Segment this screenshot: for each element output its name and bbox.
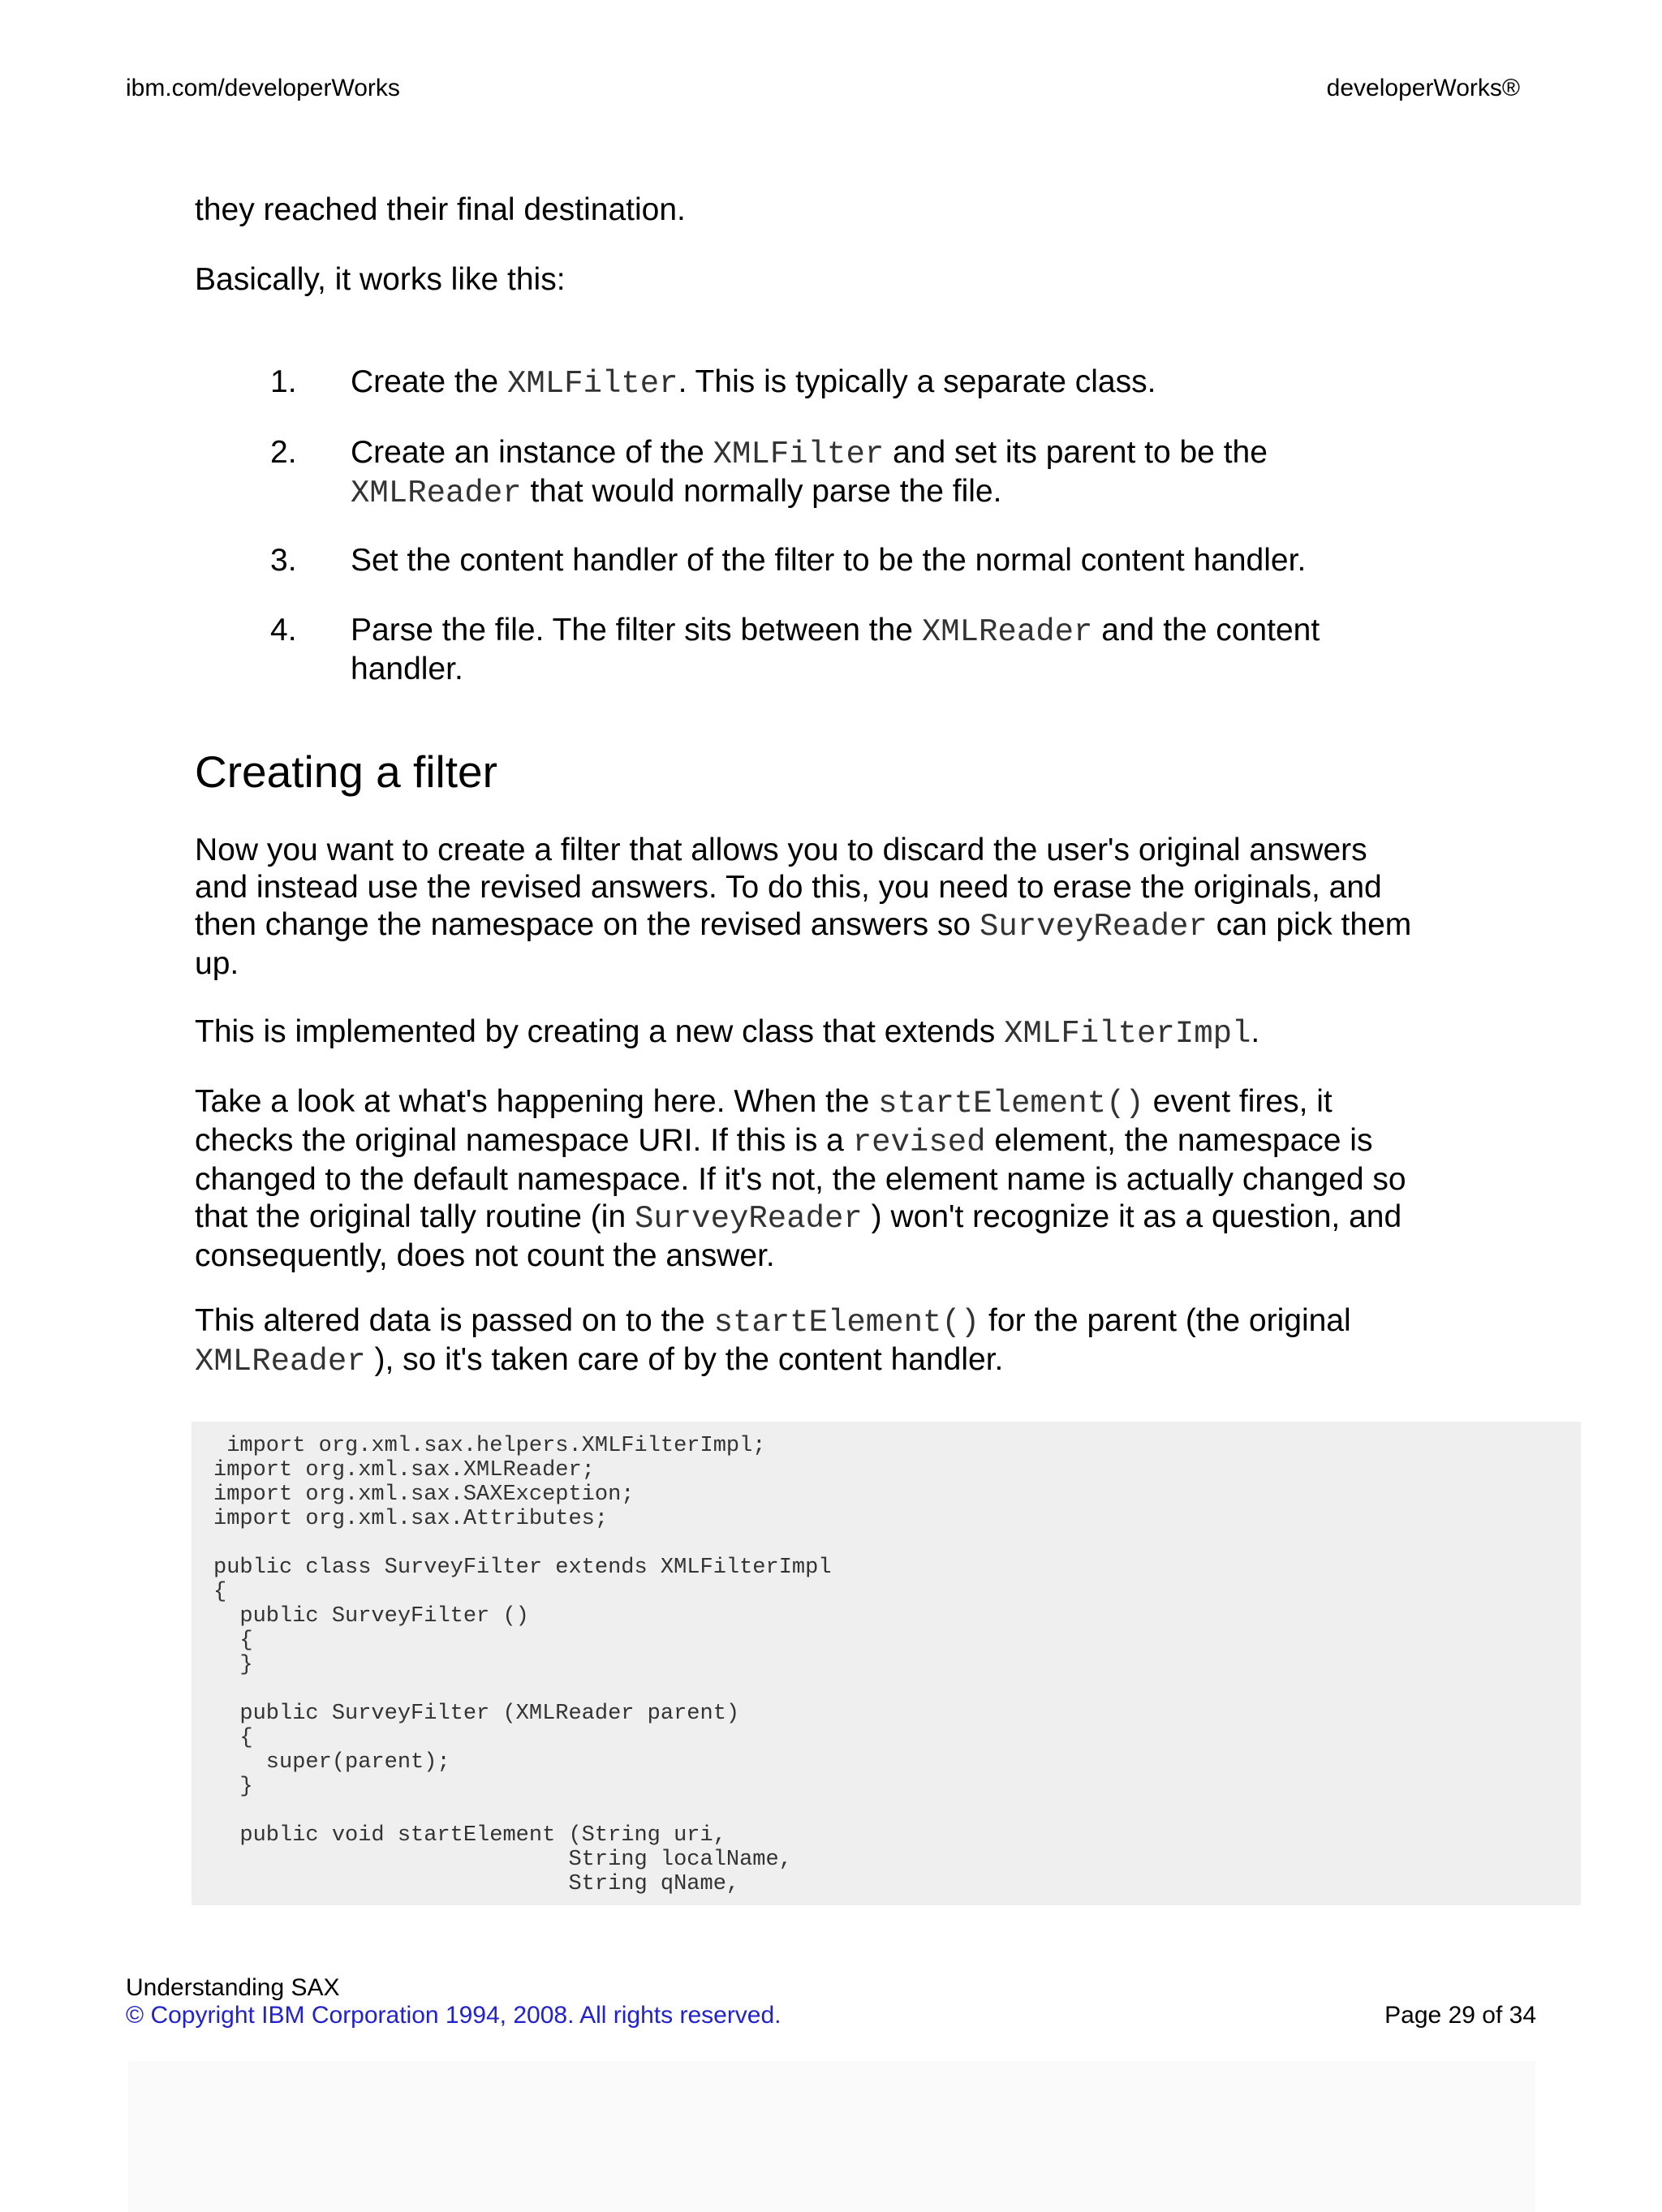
bottom-margin-band: [128, 2061, 1535, 2212]
paragraph-text: ) won't recognize it as a question, and consequently, does not count the answer.: [195, 1199, 1402, 1273]
step-text: [351, 364, 1422, 402]
step-text: Set the content handler of the filter to be the normal content handler.: [351, 543, 1307, 578]
paragraph-text: for the parent (the original: [980, 1303, 1351, 1338]
step-text-part: that would normally parse the file.: [521, 474, 1002, 509]
code-listing: import org.xml.sax.helpers.XMLFilterImpl; import org.xml.sax.XMLReader; import org.xml.sax.SAXException; import org.xml.sax.Attributes; public class SurveyFilter extends XMLFilterImpl { public SurveyFilter () { } public SurveyFilter (XMLReader parent) { super(parent); } public void startElement (String uri, String localName, String qName,: [213, 1434, 832, 1896]
code-inline: XMLReader: [195, 1344, 366, 1379]
step-number: 1.: [270, 364, 297, 399]
paragraph-text: Take a look at what's happening here. When the: [195, 1084, 879, 1119]
paragraph: [195, 1083, 1436, 1275]
code-inline: XMLFilter: [713, 437, 885, 472]
step-text-part: Create the: [351, 364, 507, 399]
step-text-part: and set its parent to be the: [884, 435, 1268, 470]
step-number: 4.: [270, 613, 297, 648]
paragraph-text: This is implemented by creating a new class that extends: [195, 1014, 1005, 1049]
paragraph-text: element, the namespace is changed to the default namespace. If it's not, the element name is actually changed so that the original tally routine (in: [195, 1123, 1406, 1234]
header-brand: developerWorks®: [1326, 75, 1520, 101]
code-inline: XMLFilterImpl: [1004, 1016, 1251, 1052]
step-text-part: . This is typically a separate class.: [678, 364, 1156, 399]
code-inline: XMLFilter: [506, 366, 678, 402]
step-number: 3.: [270, 543, 297, 578]
paragraph-text: .: [1251, 1014, 1260, 1049]
paragraph: [195, 1302, 1445, 1380]
paragraph: [195, 1013, 1445, 1052]
step-number: 2.: [270, 435, 297, 470]
intro-line: they reached their final destination.: [195, 192, 686, 227]
step-text: [351, 434, 1422, 512]
section-heading: Creating a filter: [195, 747, 497, 797]
code-inline: startElement(): [713, 1305, 980, 1341]
step-text-part: Parse the file. The filter sits between the: [351, 613, 922, 648]
footer-doc-title: Understanding SAX: [126, 1974, 340, 2001]
paragraph-text: event fires, it checks the original namespace URI. If this is a: [195, 1084, 1333, 1158]
paragraph: [195, 832, 1428, 983]
code-inline: startElement(): [878, 1086, 1144, 1121]
header-site-link[interactable]: ibm.com/developerWorks: [126, 75, 400, 101]
code-inline: XMLReader: [921, 614, 1093, 650]
code-inline: XMLReader: [351, 476, 522, 511]
paragraph-text: ), so it's taken care of by the content handler.: [365, 1342, 1004, 1377]
step-text: [351, 612, 1373, 688]
code-inline: SurveyReader: [979, 909, 1208, 945]
step-text-part: and the content handler.: [351, 613, 1320, 686]
paragraph-text: Now you want to create a filter that allows you to discard the user's original answers and instead use the revised answers. To do this, you need to erase the originals, and then change the namespace on the revised answers so: [195, 833, 1382, 942]
paragraph-text: can pick them up.: [195, 907, 1412, 981]
step-text-part: Create an instance of the: [351, 435, 713, 470]
footer-page-number: Page 29 of 34: [1384, 2002, 1536, 2029]
footer-copyright-link[interactable]: © Copyright IBM Corporation 1994, 2008. All rights reserved.: [126, 2002, 781, 2029]
code-inline: revised: [852, 1125, 986, 1160]
code-inline: SurveyReader: [634, 1201, 863, 1237]
paragraph-text: This altered data is passed on to the: [195, 1303, 714, 1338]
intro-lead: Basically, it works like this:: [195, 262, 566, 297]
